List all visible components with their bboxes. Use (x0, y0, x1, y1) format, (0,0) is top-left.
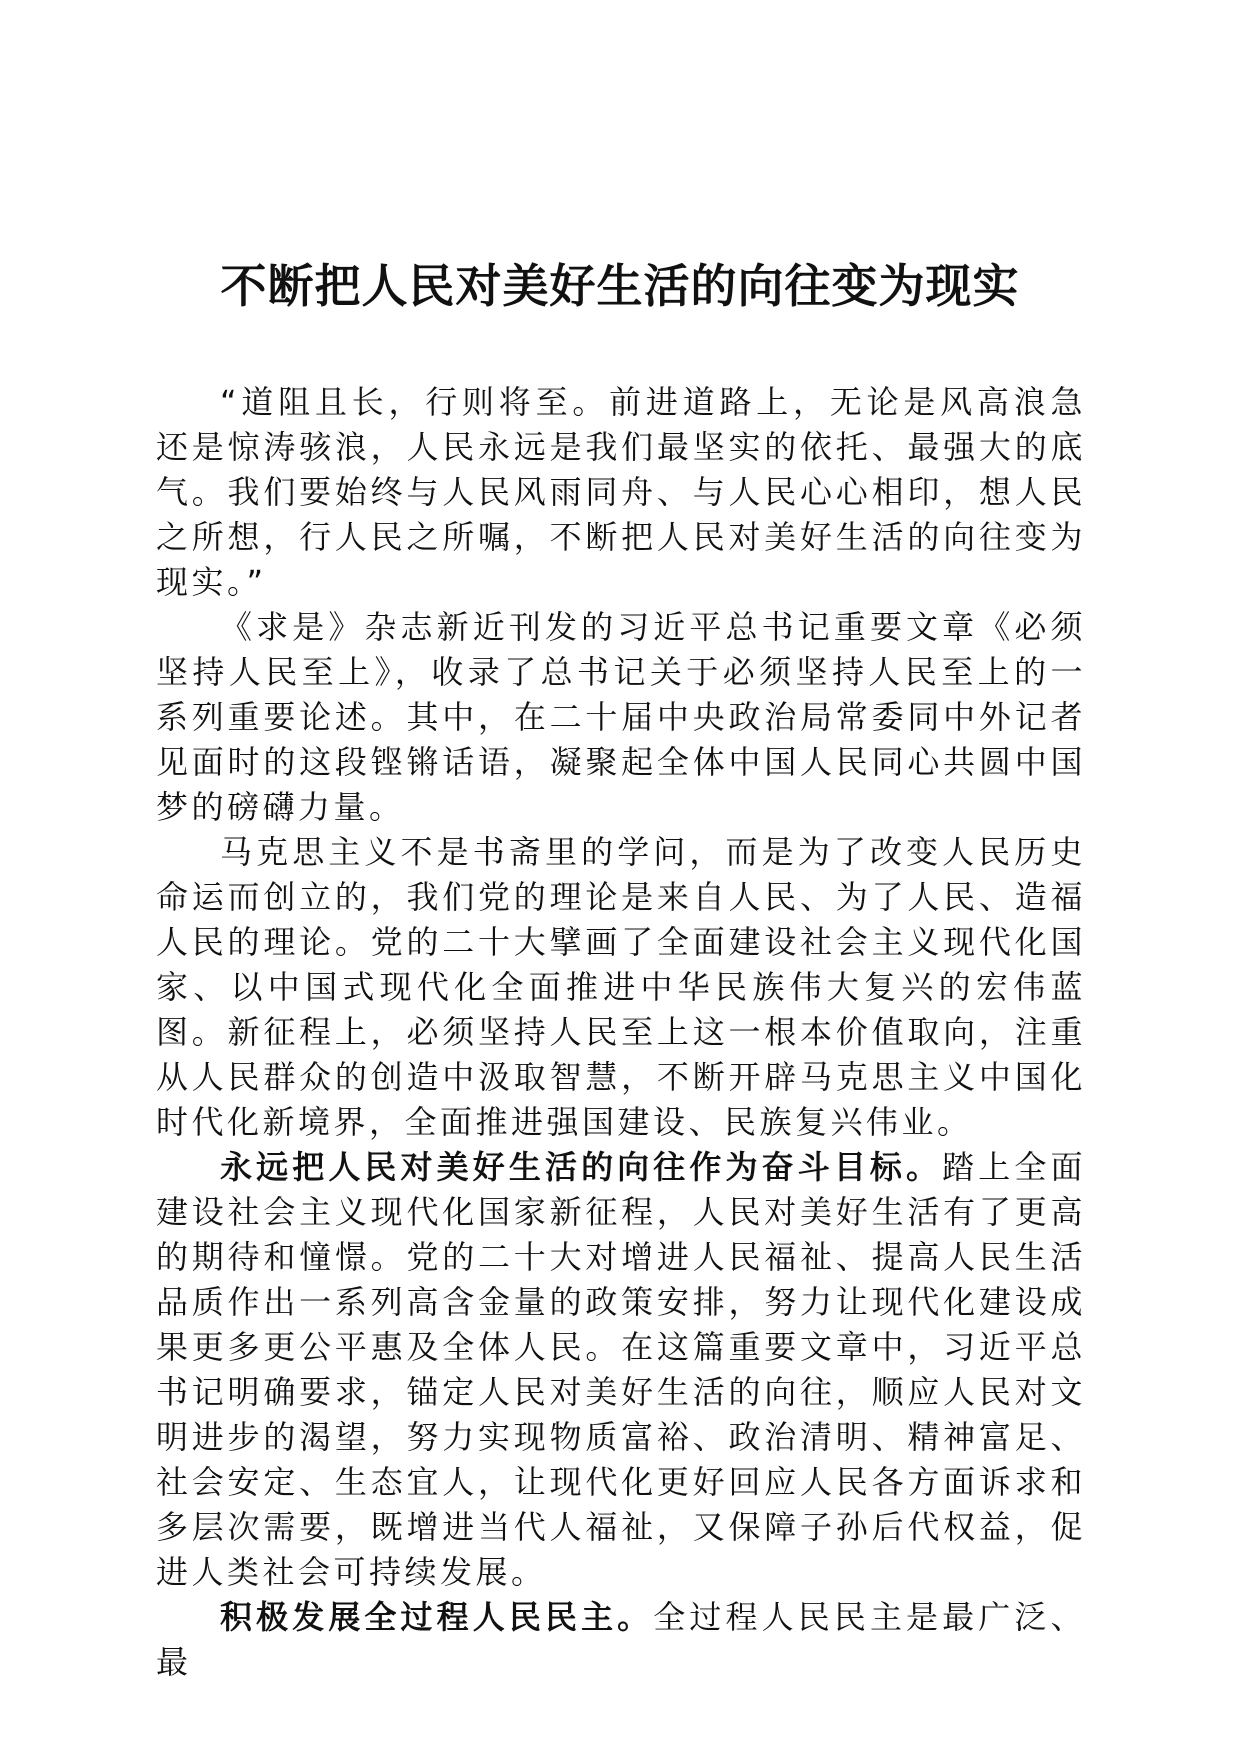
paragraph-goal (156, 1145, 1086, 1595)
paragraph-text: 马克思主义不是书斋里的学问，而是为了改变人民历史命运而创立的，我们党的理论是来自人民、为了人民、造福人民的理论。党的二十大擘画了全面建设社会主义现代化国家、以中国式现代化全面推进中华民族伟大复兴的宏伟蓝图。新征程上，必须坚持人民至上这一根本价值取向，注重从人民群众的创造中汲取智慧，不断开辟马克思主义中国化时代化新境界，全面推进强国建设、民族复兴伟业。 (156, 833, 1086, 1141)
paragraph-marxism (156, 830, 1086, 1145)
paragraph-text: 《求是》杂志新近刊发的习近平总书记重要文章《必须坚持人民至上》，收录了总书记关于必须坚持人民至上的一系列重要论述。其中，在二十届中央政治局常委同中外记者见面时的这段铿锵话语，凝聚起全体中国人民同心共圆中国梦的磅礴力量。 (156, 608, 1086, 826)
page-title: 不断把人民对美好生活的向往变为现实 (220, 259, 1020, 313)
paragraph-text: 踏上全面建设社会主义现代化国家新征程，人民对美好生活有了更高的期待和憧憬。党的二十大对增进人民福祉、提高人民生活品质作出一系列高含金量的政策安排，努力让现代化建设成果更多更公平惠及全体人民。在这篇重要文章中，习近平总书记明确要求，锚定人民对美好生活的向往，顺应人民对文明进步的渴望，努力实现物质富裕、政治清明、精神富足、社会安定、生态宜人，让现代化更好回应人民各方面诉求和多层次需要，既增进当代人福祉，又保障子孙后代权益，促进人类社会可持续发展。 (156, 1148, 1086, 1591)
paragraph-lead: 永远把人民对美好生活的向往作为奋斗目标。 (220, 1148, 943, 1186)
article-body (156, 380, 1086, 1685)
paragraph-text: “道阻且长，行则将至。前进道路上，无论是风高浪急还是惊涛骇浪，人民永远是我们最坚实的依托、最强大的底气。我们要始终与人民风雨同舟、与人民心心相印，想人民之所想，行人民之所嘱，不断把人民对美好生活的向往变为现实。” (156, 383, 1086, 601)
paragraph-democracy (156, 1595, 1086, 1685)
paragraph-qiushi (156, 605, 1086, 830)
paragraph-text: 全过程人民民主是最广泛、最 (156, 1598, 1086, 1681)
paragraph-lead: 积极发展全过程人民民主。 (220, 1598, 654, 1636)
paragraph-quote (156, 380, 1086, 605)
